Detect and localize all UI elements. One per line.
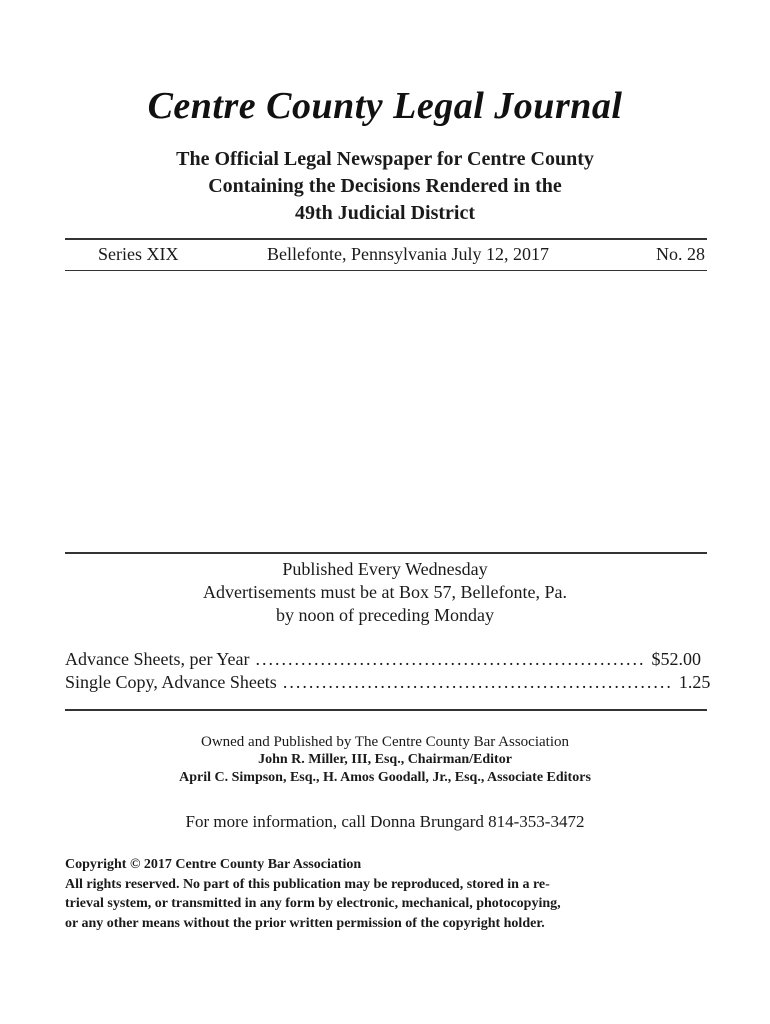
subtitle-line-3: 49th Judicial District bbox=[295, 202, 475, 224]
rights-line-1: All rights reserved. No part of this publication may be reproduced, stored in a re- bbox=[65, 876, 550, 892]
price-row bbox=[65, 649, 701, 670]
subtitle-line-1: The Official Legal Newspaper for Centre County bbox=[176, 148, 594, 170]
price-amount: 1.25 bbox=[678, 672, 711, 692]
price-label: Single Copy, Advance Sheets bbox=[65, 672, 277, 692]
dot-leader: ............................................................ bbox=[255, 649, 646, 669]
divider-middle bbox=[65, 552, 707, 554]
divider-issue bbox=[65, 270, 707, 271]
series-label: Series XIX bbox=[98, 244, 179, 264]
owned-by: Owned and Published by The Centre County Bar Association bbox=[200, 734, 569, 750]
masthead-title: Centre County Legal Journal bbox=[147, 85, 623, 127]
contact-info: For more information, call Donna Brungard 814-353-3472 bbox=[185, 812, 585, 831]
divider-bottom bbox=[65, 709, 707, 711]
subtitle bbox=[0, 146, 770, 227]
associate-editors: April C. Simpson, Esq., H. Amos Goodall, Jr., Esq., Associate Editors bbox=[179, 770, 591, 785]
chairman-editor: John R. Miller, III, Esq., Chairman/Editor bbox=[258, 752, 512, 767]
dot-leader: ............................................................ bbox=[282, 672, 673, 692]
price-row bbox=[65, 672, 711, 693]
publication-line-1: Published Every Wednesday bbox=[282, 559, 488, 579]
copyright-notice: Copyright © 2017 Centre County Bar Association bbox=[65, 857, 362, 872]
price-amount: $52.00 bbox=[651, 649, 701, 669]
place-date: Bellefonte, Pennsylvania July 12, 2017 bbox=[267, 244, 549, 264]
issue-number: No. 28 bbox=[656, 244, 705, 264]
copyright-block bbox=[65, 855, 705, 933]
publication-line-3: by noon of preceding Monday bbox=[276, 605, 494, 625]
subtitle-line-2: Containing the Decisions Rendered in the bbox=[208, 175, 562, 197]
price-label: Advance Sheets, per Year bbox=[65, 649, 250, 669]
rights-line-2: trieval system, or transmitted in any form by electronic, mechanical, photocopying, bbox=[65, 896, 561, 911]
divider-top bbox=[65, 238, 707, 240]
rights-line-3: or any other means without the prior written permission of the copyright holder. bbox=[65, 915, 545, 931]
publication-line-2: Advertisements must be at Box 57, Bellefonte, Pa. bbox=[203, 582, 567, 602]
publication-info bbox=[0, 558, 770, 627]
issue-info-row bbox=[65, 244, 707, 268]
